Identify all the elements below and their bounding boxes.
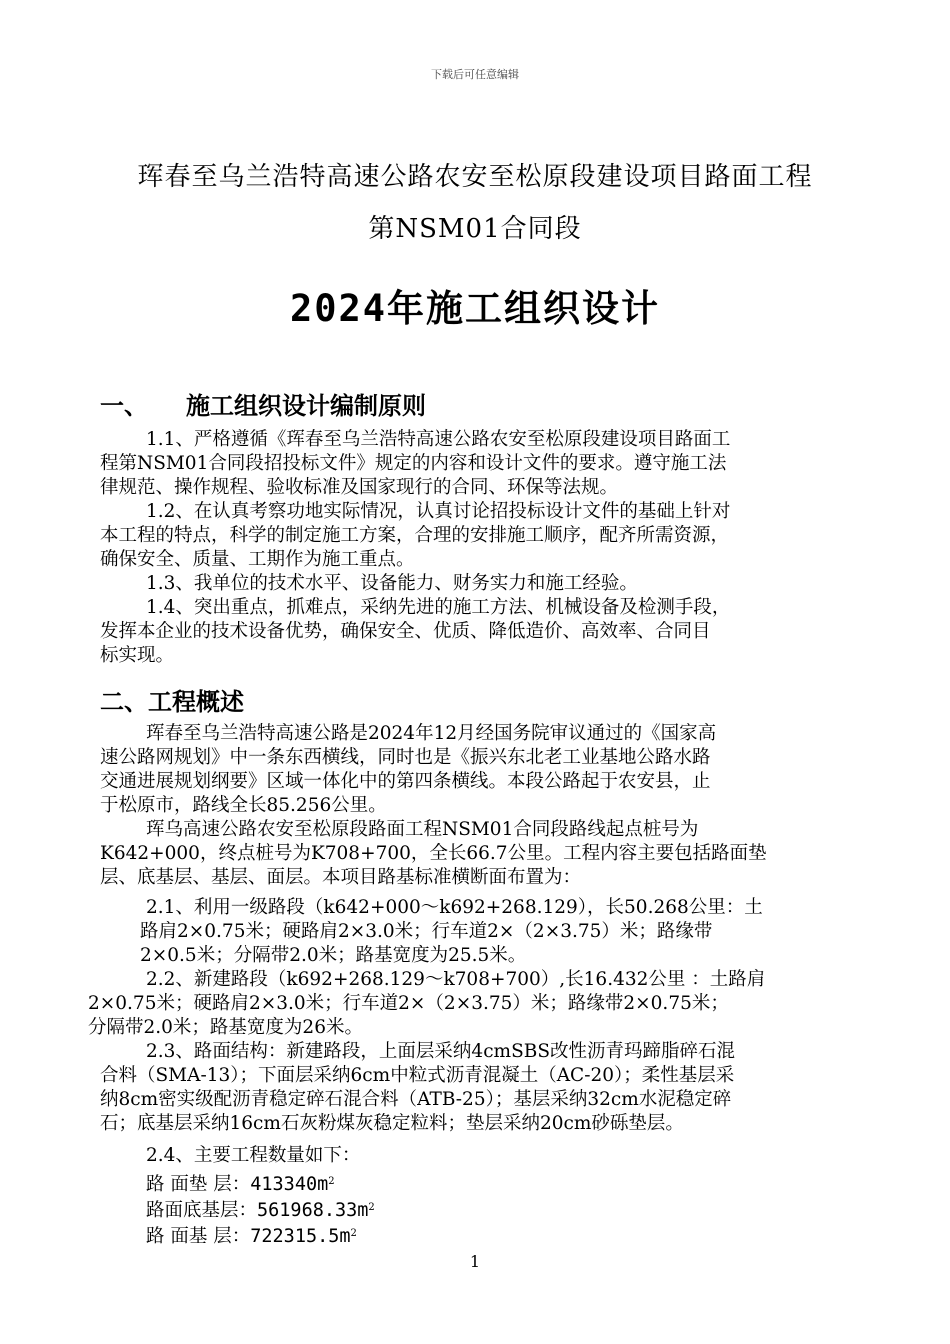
paragraph-line: 2.2、新建路段（k692+268.129～k708+700）,长16.432公里 ：土路肩: [146, 969, 766, 990]
paragraph-line: 2×0.75米；硬路肩2×3.0米；行车道2×（2×3.75）米；路缘带2×0.75米；: [88, 993, 729, 1014]
paragraph-line: 路肩2×0.75米；硬路肩2×3.0米；行车道2×（2×3.75）米；路缘带: [140, 921, 713, 942]
header-note: 下载后可任意编辑: [431, 68, 519, 81]
paragraph-line: 1.1、严格遵循《珲春至乌兰浩特高速公路农安至松原段建设项目路面工: [146, 429, 731, 450]
document-title-line2: 第NSM01合同段: [368, 214, 582, 244]
quantity-label: 路 面垫 层：: [146, 1174, 251, 1195]
quantity-label: 路 面基 层：: [146, 1226, 251, 1247]
paragraph-line: 本工程的特点，科学的制定施工方案，合理的安排施工顺序，配齐所需资源，: [100, 525, 730, 546]
paragraph-line: 速公路网规划》中一条东西横线，同时也是《振兴东北老工业基地公路水路: [100, 747, 711, 768]
paragraph-line: 交通进展规划纲要》区域一体化中的第四条横线。本段公路起于农安县，止: [100, 771, 711, 792]
paragraph-line: 2×0.5米；分隔带2.0米；路基宽度为25.5米。: [140, 945, 527, 966]
section1-heading: [100, 386, 426, 421]
paragraph-line: 于松原市，路线全长85.256公里。: [100, 795, 387, 816]
quantity-unit-exponent: 2: [328, 1176, 335, 1187]
paragraph-line: 石；底基层采纳16cm石灰粉煤灰稳定粒料；垫层采纳20cm砂砾垫层。: [100, 1113, 684, 1134]
paragraph-line: 1.3、我单位的技术水平、设备能力、财务实力和施工经验。: [146, 573, 638, 594]
paragraph-line: 发挥本企业的技术设备优势，确保安全、优质、降低造价、高效率、合同目: [100, 621, 711, 642]
quantity-line: [146, 1196, 375, 1223]
paragraph-line: 珲春至乌兰浩特高速公路是2024年12月经国务院审议通过的《国家高: [146, 723, 717, 744]
paragraph-line: 标实现。: [100, 645, 175, 666]
paragraph-line: 珲乌高速公路农安至松原段路面工程NSM01合同段路线起点桩号为: [146, 819, 699, 840]
paragraph-line: 分隔带2.0米；路基宽度为26米。: [88, 1017, 363, 1038]
quantity-line: [146, 1222, 357, 1249]
paragraph-line: K642+000，终点桩号为K708+700，全长66.7公里。工程内容主要包括路面垫: [100, 843, 767, 864]
quantity-label: 路面底基层：: [146, 1200, 258, 1221]
paragraph-line: 2.4、主要工程数量如下：: [146, 1145, 361, 1166]
paragraph-line: 2.1、利用一级路段（k642+000～k692+268.129），长50.268公里：土: [146, 897, 763, 918]
page-number: 1: [469, 1252, 481, 1271]
paragraph-line: 程第NSM01合同段招投标文件》规定的内容和设计文件的要求。遵守施工法: [100, 453, 727, 474]
quantity-value: 413340m: [250, 1174, 329, 1195]
paragraph-line: 纳8cm密实级配沥青稳定碎石混合料（ATB-25）；基层采纳32cm水泥稳定碎: [100, 1089, 732, 1110]
section1-title: 施工组织设计编制原则: [186, 392, 426, 420]
quantity-value: 722315.5m: [250, 1226, 351, 1247]
quantity-value: 561968.33m: [257, 1200, 369, 1221]
paragraph-line: 律规范、操作规程、验收标准及国家现行的合同、环保等法规。: [100, 477, 619, 498]
quantity-line: [146, 1170, 335, 1197]
section1-number: 一、: [100, 392, 148, 420]
quantity-unit-exponent: 2: [350, 1228, 357, 1239]
section2-heading: 二、工程概述: [100, 688, 244, 716]
paragraph-line: 合料（SMA-13）；下面层采纳6cm中粒式沥青混凝土（AC-20）；柔性基层采: [100, 1065, 735, 1086]
document-title-line1: 珲春至乌兰浩特高速公路农安至松原段建设项目路面工程: [137, 162, 813, 192]
paragraph-line: 2.3、路面结构：新建路段，上面层采纳4cmSBS改性沥青玛蹄脂碎石混: [146, 1041, 736, 1062]
paragraph-line: 确保安全、质量、工期作为施工重点。: [100, 549, 415, 570]
quantity-unit-exponent: 2: [368, 1202, 375, 1213]
paragraph-line: 层、底基层、基层、面层。本项目路基标准横断面布置为：: [100, 867, 582, 888]
paragraph-line: 1.2、在认真考察功地实际情况，认真讨论招投标设计文件的基础上针对: [146, 501, 731, 522]
main-title: 2024年施工组织设计: [289, 287, 661, 330]
paragraph-line: 1.4、突出重点，抓难点，采纳先进的施工方法、机械设备及检测手段，: [146, 597, 731, 618]
